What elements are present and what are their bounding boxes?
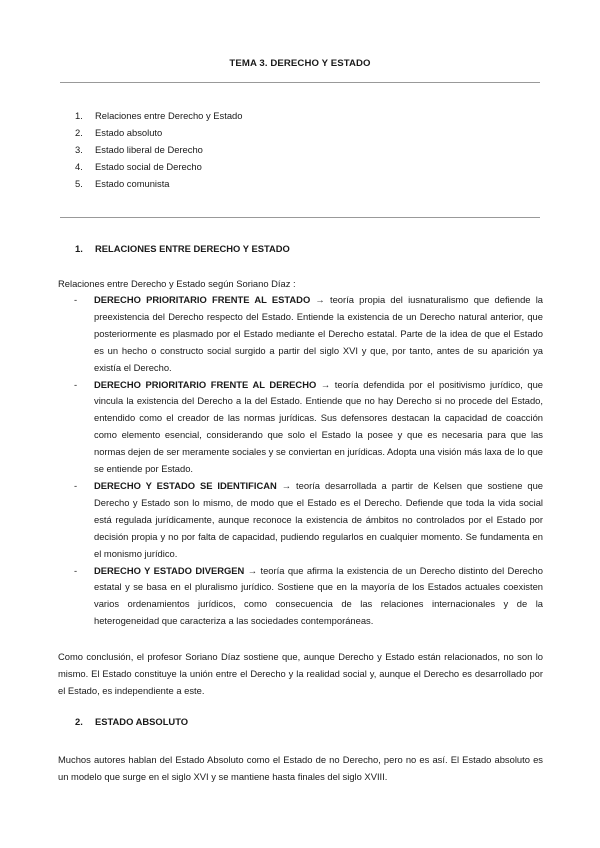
section-1-intro: Relaciones entre Derecho y Estado según Soriano Díaz :	[58, 278, 296, 289]
bullet-text: → teoría propia del iusnaturalismo que defiende la preexistencia del Derecho respecto del Estado. Entiende la existencia de un Derecho natural anterior, que posteriormente es plasmado por el Estado mediante el Derecho estatal. Parte de la idea de que el Estado es un hecho o constructo social surgido a partir del siglo XVI y que, por tanto, antes de su aparición ya existía el Derecho.	[94, 294, 543, 373]
bullet-item	[74, 292, 543, 377]
section-2-number: 2.	[75, 716, 83, 727]
section-1-title: RELACIONES ENTRE DERECHO Y ESTADO	[95, 243, 290, 254]
table-of-contents	[75, 108, 242, 192]
bullet-term: DERECHO PRIORITARIO FRENTE AL DERECHO	[94, 378, 317, 390]
toc-item-label: Estado social de Derecho	[95, 160, 202, 172]
toc-item-number: 2.	[75, 126, 83, 138]
bullet-item	[74, 377, 543, 478]
section-1-conclusion: Como conclusión, el profesor Soriano Díaz sostiene que, aunque Derecho y Estado están relacionados, no son lo mismo. El Estado constituye la unión entre el Derecho y la realidad social y, aunque el Derecho es desarrollado por el Estado, es independiente a este.	[58, 651, 543, 696]
bullet-term: DERECHO Y ESTADO SE IDENTIFICAN	[94, 479, 277, 491]
section-1-heading	[75, 243, 290, 254]
section-2-heading	[75, 716, 188, 727]
section-2-paragraph: Muchos autores hablan del Estado Absoluto como el Estado de no Derecho, pero no es así. El Estado absoluto es un modelo que surge en el siglo XVI y se mantiene hasta finales del siglo XVIII.	[58, 754, 543, 782]
toc-item-number: 3.	[75, 143, 83, 155]
toc-item-label: Estado comunista	[95, 177, 170, 189]
bullet-item	[74, 563, 543, 631]
toc-item	[75, 142, 242, 159]
toc-item	[75, 108, 242, 125]
bullet-item	[74, 478, 543, 563]
section-1-number: 1.	[75, 243, 83, 254]
bullet-dash: -	[74, 564, 78, 576]
bullet-text: → teoría defendida por el positivismo jurídico, que vincula la existencia del Derecho a la del Estado. Entiende que no hay Derecho si no procede del Estado, entendido como el creador de las normas jurídicas. Sus defensores destacan la capacidad de coacción como elemento esencial, considerando que solo el Estado la posee y que es necesaria para que las normas dejen de ser meramente sociales y se conviertan en jurídicas. Adopta una visión más laxa de lo que se entiende por Estado.	[94, 378, 543, 475]
bullet-term: DERECHO Y ESTADO DIVERGEN	[94, 564, 245, 576]
toc-item	[75, 159, 242, 176]
bullet-term: DERECHO PRIORITARIO FRENTE AL ESTADO	[94, 294, 311, 305]
bullet-text: → teoría desarrollada a partir de Kelsen que sostiene que Derecho y Estado son lo mismo, de modo que el Estado es el Derecho. Defiende que toda la vida social está regulada jurídicamente, aunque reconoce la existencia de ámbitos no controlados por el Estado por decisión propia y no por falta de capacidad, pudiendo regularlos en cualquier momento. Se fundamenta en el monismo jurídico.	[94, 479, 543, 559]
section-2-title: ESTADO ABSOLUTO	[95, 716, 189, 727]
toc-item	[75, 125, 242, 142]
divider-toc-bottom	[60, 217, 540, 218]
toc-item-number: 1.	[75, 110, 83, 121]
toc-item-number: 4.	[75, 160, 83, 172]
bullet-dash: -	[74, 294, 78, 305]
toc-item-label: Relaciones entre Derecho y Estado	[95, 110, 243, 121]
divider-top	[60, 82, 540, 83]
toc-item	[75, 176, 242, 193]
bullet-dash: -	[74, 479, 78, 491]
document-title: TEMA 3. DERECHO Y ESTADO	[229, 58, 371, 69]
toc-item-label: Estado liberal de Derecho	[95, 143, 203, 155]
bullet-dash: -	[74, 378, 78, 390]
section-1-bullet-list	[74, 292, 543, 630]
bullet-text: → teoría que afirma la existencia de un Derecho distinto del Derecho estatal y se basa en el pluralismo jurídico. Sostiene que en la mayoría de los Estados actuales coexisten varios ordenamientos jurídicos, como consecuencia de las relaciones internacionales y de la heterogeneidad que caracteriza a las sociedades contemporáneas.	[94, 564, 543, 627]
toc-item-number: 5.	[75, 177, 83, 189]
toc-item-label: Estado absoluto	[95, 126, 163, 138]
